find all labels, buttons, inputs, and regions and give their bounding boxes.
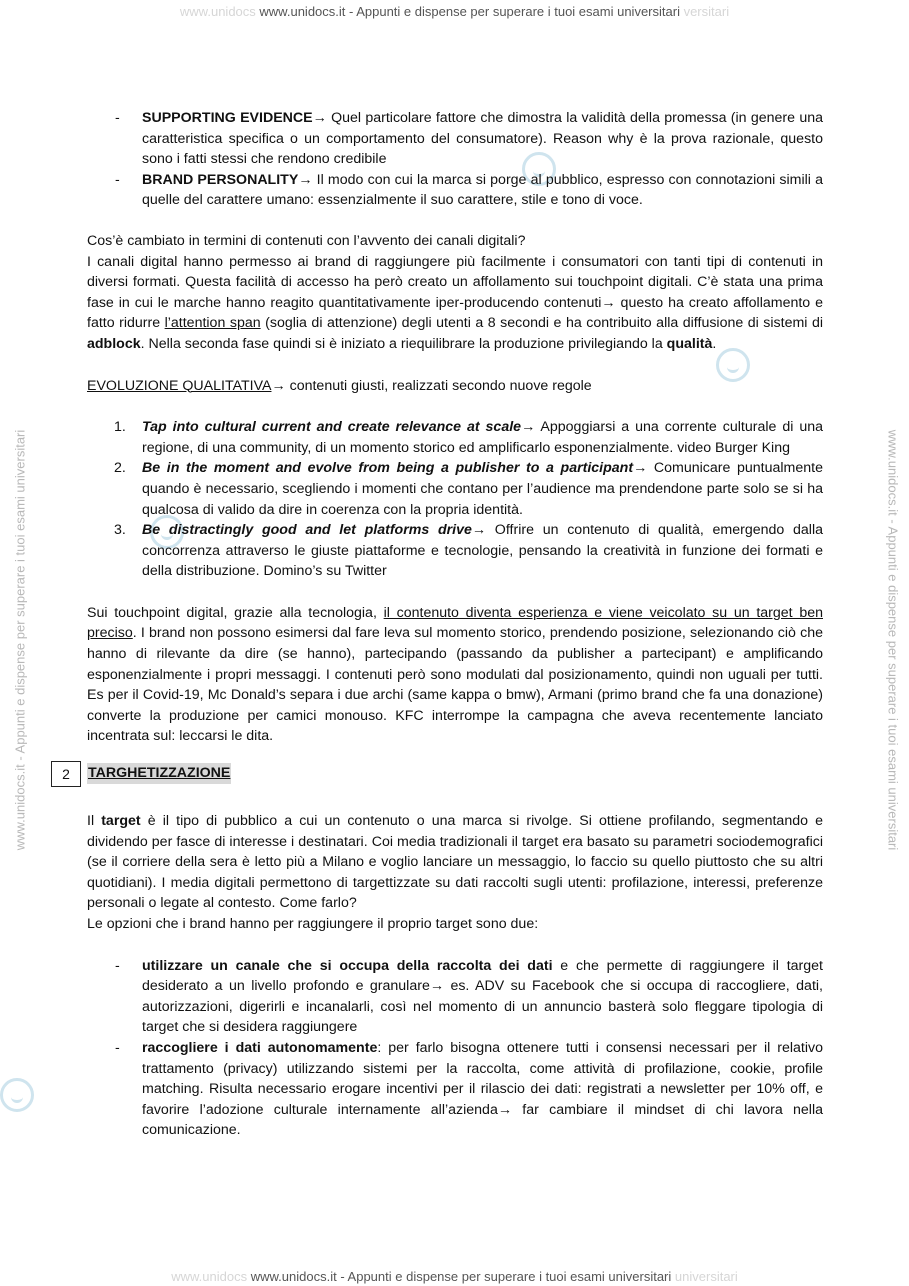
evoluzione-title: EVOLUZIONE QUALITATIVA [87, 377, 272, 394]
underlined-phrase: il contenuto diventa esperienza e viene veicolato su un target ben preciso [87, 604, 823, 642]
side-watermark-right: www.unidocs.it - Appunti e dispense per superare i tuoi esami universitari [885, 429, 901, 851]
header-watermark-ghost-right: versitari [683, 4, 730, 19]
section-number: 2 [51, 761, 81, 787]
bullet-title: SUPPORTING EVIDENCE [142, 110, 313, 126]
paragraph-digital: I canali digital hanno permesso ai brand di raggiungere più facilmente i consumatori con tanti tipi di contenuti in diversi formati. Questa facilità di accesso ha però creato un affollamento sui touchpoint digitali. C’è stata una prima fase in cui le marche hanno reagito quantitativamente iper-producendo contenuti→ questo ha creato affollamento e fatto ridurre l’attention span (soglia di attenzione) degli utenti a 8 secondi e ha contribuito alla diffusione di sistemi di adblock. Nella seconda fase quindi si è iniziato a riequilibrare la produzione privilegiando la qualità. [87, 253, 823, 352]
bullet-title: utilizzare un canale che si occupa della raccolta dei dati [142, 957, 553, 974]
section-heading [62, 763, 823, 787]
footer-watermark-ghost-left: www.unidocs [171, 1269, 248, 1284]
bullet-text: : per farlo bisogna ottenere tutti i consensi necessari per il relativo trattamento (privacy) utilizzando sistemi per la raccolta, come attività di profilazione, cookie, profile matching. Risulta necessario erogare incentivi per il rilascio dei dati: registrati a newsletter per 10% off, e favorire l’adozione culturale internamente all’azienda→ far cambiare il mindset di chi lavora nella comunicazione. [142, 1039, 823, 1139]
list-item: 1. Tap into cultural current and create relevance at scale→ Appoggiarsi a una corrente culturale di una regione, di una community, di un momento storico ed amplificarlo esponenzialmente. video Burger King [114, 419, 823, 456]
document-body [62, 108, 824, 1141]
header-watermark-ghost-left: www.unidocs [179, 4, 256, 19]
bullet-list-top [87, 108, 823, 211]
bullet-text: e che permette di raggiungere il target desiderato a un livello profondo e granulare→ es. ADV su Facebook che si occupa di raccogliere, dati, autorizzazioni, digerirli e incanalarli, così nel momento di un annuncio basterà solo fleggare tipologia di target che si desidera raggiungere [142, 957, 823, 1036]
header-watermark [0, 4, 909, 19]
paragraph-touchpoint: Sui touchpoint digital, grazie alla tecnologia, il contenuto diventa esperienza e viene veicolato su un target ben preciso. I brand non possono esimersi dal fare leva sul momento storico, prendendo posizione, selezionando ciò che hanno di rilevante da dire (se hanno), partecipando (passando da publisher a partecipant) e amplificando esponenzialmente i propri messaggi. I contenuti però sono modulati dal posizionamento, quindi non uguali per tutti. Es per il Covid-19, Mc Donald’s separa i due archi (same kappa o bmw), Armani (primo brand che fa una donazione) converte la produzione per camici monouso. KFC interrompe la campagna che aveva recentemente lanciato incentrata sul: leccarsi le dita. [87, 604, 823, 745]
list-item: - BRAND PERSONALITY→ Il modo con cui la marca si porge al pubblico, espresso con connotazioni simili a quelle del carattere umano: essenzialmente il suo carattere, stile e tono di voce. [115, 171, 823, 209]
question-line: Cos’è cambiato in termini di contenuti con l’avvento dei canali digitali? [87, 232, 526, 249]
footer-watermark-text: www.unidocs.it - Appunti e dispense per superare i tuoi esami universitari [250, 1269, 672, 1284]
footer-watermark-ghost-right: universitari [674, 1269, 738, 1284]
evoluzione-line: EVOLUZIONE QUALITATIVA→ contenuti giusti, realizzati secondo nuove regole [87, 377, 592, 394]
footer-watermark [0, 1269, 909, 1284]
section-title: TARGHETIZZAZIONE [87, 763, 231, 784]
unidocs-logo-icon [0, 1078, 34, 1112]
header-watermark-text: www.unidocs.it - Appunti e dispense per superare i tuoi esami universitari [259, 4, 680, 19]
paragraph-target: Il target è il tipo di pubblico a cui un contenuto o una marca si rivolge. Si ottiene profilando, segmentando e dividendo per fasce di interesse i destinatari. Coi media tradizionali il target era basato su parametri sociodemografici (se il corriere della sera è letto più a Milano e voglio lanciare un messaggio, lo faccio su quello piuttosto che su altri quotidiani). I media digitali permettono di targettizzate su dati raccolti sugli utenti: profilazione, interessi, preferenze personali o legate al contesto. Come farlo? [87, 813, 823, 912]
side-watermark-left: www.unidocs.it - Appunti e dispense per superare i tuoi esami universitari [12, 429, 28, 851]
bullet-title: raccogliere i dati autonomamente [142, 1039, 378, 1056]
list-item: - raccogliere i dati autonomamente: per farlo bisogna ottenere tutti i consensi necessari per il relativo trattamento (privacy) utilizzando sistemi per la raccolta, come attività di profilazione, cookie, profile matching. Risulta necessario erogare incentivi per il rilascio dei dati: registrati a newsletter per 10% off, e favorire l’adozione culturale internamente all’azienda→ far cambiare il mindset di chi lavora nella comunicazione. [115, 1039, 823, 1139]
list-item: 3. Be distractingly good and let platforms drive→ Offrire un contenuto di qualità, emergendo dalla concorrenza attraverso le giuste piattaforme e tecnologie, pensando la creatività in funzione dei formati e della distribuzione. Domino’s su Twitter [114, 522, 824, 580]
bullet-text: → Quel particolare fattore che dimostra la validità della promessa (in genere una caratteristica specifica o un comportamento del consumatore). Reason why è la prova razionale, questo sono i fatti stessi che rendono credibile [142, 110, 823, 168]
list-item: - SUPPORTING EVIDENCE→ Quel particolare fattore che dimostra la validità della promessa (in genere una caratteristica specifica o un comportamento del consumatore). Reason why è la prova razionale, questo sono i fatti stessi che rendono credibile [115, 110, 823, 168]
list-item: 2. Be in the moment and evolve from being a publisher to a participant→ Comunicare puntualmente quando è necessario, scegliendo i momenti che contano per l’audience ma prendendone parte solo se si ha qualcosa di valido da dire in coerenza con la propria identità. [114, 460, 823, 518]
bullet-title: BRAND PERSONALITY [142, 171, 299, 188]
options-intro: Le opzioni che i brand hanno per raggiungere il proprio target sono due: [87, 916, 539, 932]
numbered-list [87, 417, 823, 582]
underlined-term: l’attention span [164, 315, 261, 332]
list-item: - utilizzare un canale che si occupa della raccolta dei dati e che permette di raggiungere il target desiderato a un livello profondo e granulare→ es. ADV su Facebook che si occupa di raccogliere, dati, autorizzazioni, digerirli e incanalarli, così nel momento di un annuncio basterà solo fleggare tipologia di target che si desidera raggiungere [115, 957, 823, 1036]
bullet-text: → Il modo con cui la marca si porge al pubblico, espresso con connotazioni simili a quelle del carattere umano: essenzialmente il suo carattere, stile e tono di voce. [142, 171, 823, 209]
bullet-list-bottom [87, 956, 823, 1141]
